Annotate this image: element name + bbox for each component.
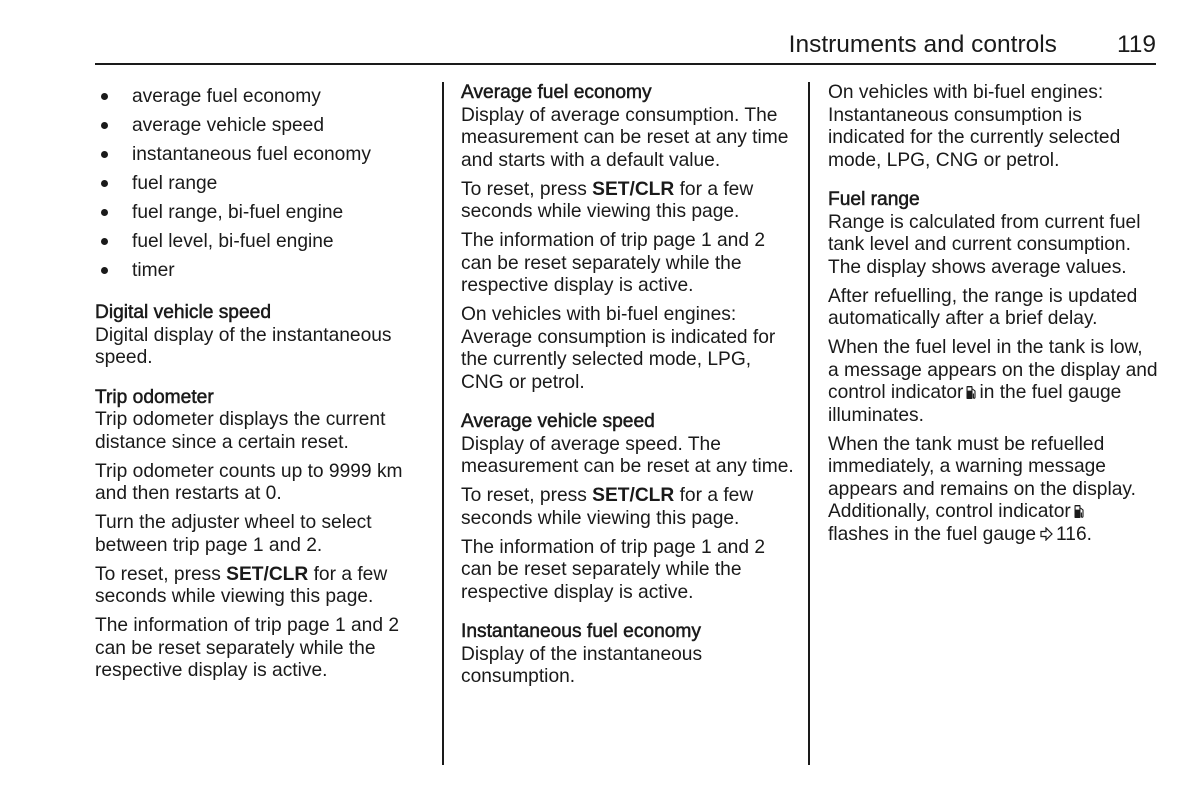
page-reference[interactable]: 116.	[1056, 523, 1092, 545]
bullet-icon	[101, 267, 108, 274]
list-item: fuel range, bi-fuel engine	[95, 198, 430, 227]
column-3	[828, 82, 1158, 563]
section-heading: Average fuel economy	[461, 82, 652, 103]
trip-odometer-section	[95, 387, 430, 683]
paragraph: When the tank must be refuelled immediately, a warning message appears and remains on the display. Additionally, control indicator flashes in the fuel gauge 116.	[828, 433, 1136, 545]
page-header	[789, 30, 1156, 60]
section-heading: Average vehicle speed	[461, 411, 655, 432]
list-item: average fuel economy	[95, 82, 430, 111]
digital-vehicle-speed-section	[95, 302, 430, 370]
page-reference-arrow-icon	[1040, 527, 1053, 541]
paragraph: Digital display of the instantaneous speed.	[95, 324, 392, 368]
section-title: Instruments and controls	[788, 31, 1057, 58]
set-clr-keyword: SET/CLR	[592, 178, 675, 200]
paragraph: Display of the instantaneous consumption.	[461, 643, 703, 687]
fuel-pump-icon	[1074, 504, 1085, 519]
average-fuel-economy-section	[461, 82, 795, 394]
set-clr-keyword: SET/CLR	[226, 563, 309, 585]
paragraph: After refuelling, the range is updated automatically after a brief delay.	[828, 285, 1138, 329]
paragraph: Range is calculated from current fuel tank level and current consumption. The display shows average values.	[828, 211, 1141, 278]
bullet-icon	[101, 180, 108, 187]
set-clr-keyword: SET/CLR	[592, 485, 675, 506]
bi-fuel-instantaneous-section	[828, 82, 1158, 172]
paragraph: The information of trip page 1 and 2 can be reset separately while the respective display is active.	[95, 615, 399, 681]
section-heading: Instantaneous fuel economy	[461, 621, 702, 642]
paragraph: When the fuel level in the tank is low, a message appears on the display and control indicator in the fuel gauge illuminates.	[828, 337, 1158, 426]
average-vehicle-speed-section	[461, 411, 795, 604]
column-divider-1	[442, 82, 444, 765]
column-divider-2	[808, 82, 810, 765]
page-number: 119	[1116, 31, 1156, 58]
section-heading: Trip odometer	[95, 386, 214, 408]
list-item: average vehicle speed	[95, 111, 430, 140]
bullet-icon	[101, 151, 108, 158]
section-heading: Fuel range	[828, 189, 920, 210]
bullet-icon	[101, 209, 108, 216]
paragraph: Display of average speed. The measurement can be reset at any time.	[461, 433, 794, 477]
bullet-icon	[101, 122, 108, 129]
list-item: fuel level, bi-fuel engine	[95, 227, 430, 256]
bullet-icon	[101, 93, 108, 100]
section-heading: Digital vehicle speed	[95, 302, 271, 323]
fuel-pump-icon	[966, 385, 977, 400]
paragraph: Trip odometer counts up to 9999 km and then restarts at 0.	[95, 460, 403, 504]
paragraph: To reset, press SET/CLR for a few seconds while viewing this page.	[95, 563, 388, 607]
header-rule	[95, 63, 1156, 65]
list-item: fuel range	[95, 169, 430, 198]
display-pages-list	[95, 82, 430, 285]
paragraph: The information of trip page 1 and 2 can be reset separately while the respective display is active.	[461, 230, 765, 296]
list-item: instantaneous fuel economy	[95, 140, 430, 169]
paragraph: Display of average consumption. The measurement can be reset at any time and starts with a default value.	[461, 104, 789, 171]
paragraph: On vehicles with bi-fuel engines: Instantaneous consumption is indicated for the currently selected mode, LPG, CNG or petrol.	[828, 82, 1121, 171]
paragraph: To reset, press SET/CLR for a few seconds while viewing this page.	[461, 178, 754, 222]
paragraph: To reset, press SET/CLR for a few seconds while viewing this page.	[461, 485, 754, 529]
bullet-icon	[101, 238, 108, 245]
paragraph: Trip odometer displays the current distance since a certain reset.	[95, 409, 386, 453]
paragraph: Turn the adjuster wheel to select between trip page 1 and 2.	[95, 512, 372, 556]
paragraph: On vehicles with bi-fuel engines: Average consumption is indicated for the currently selected mode, LPG, CNG or petrol.	[461, 304, 776, 393]
list-item: timer	[95, 256, 430, 285]
column-2	[461, 82, 795, 706]
column-1	[95, 82, 430, 700]
fuel-range-section	[828, 189, 1158, 546]
paragraph: The information of trip page 1 and 2 can be reset separately while the respective display is active.	[461, 536, 765, 603]
instantaneous-fuel-economy-section	[461, 621, 795, 689]
